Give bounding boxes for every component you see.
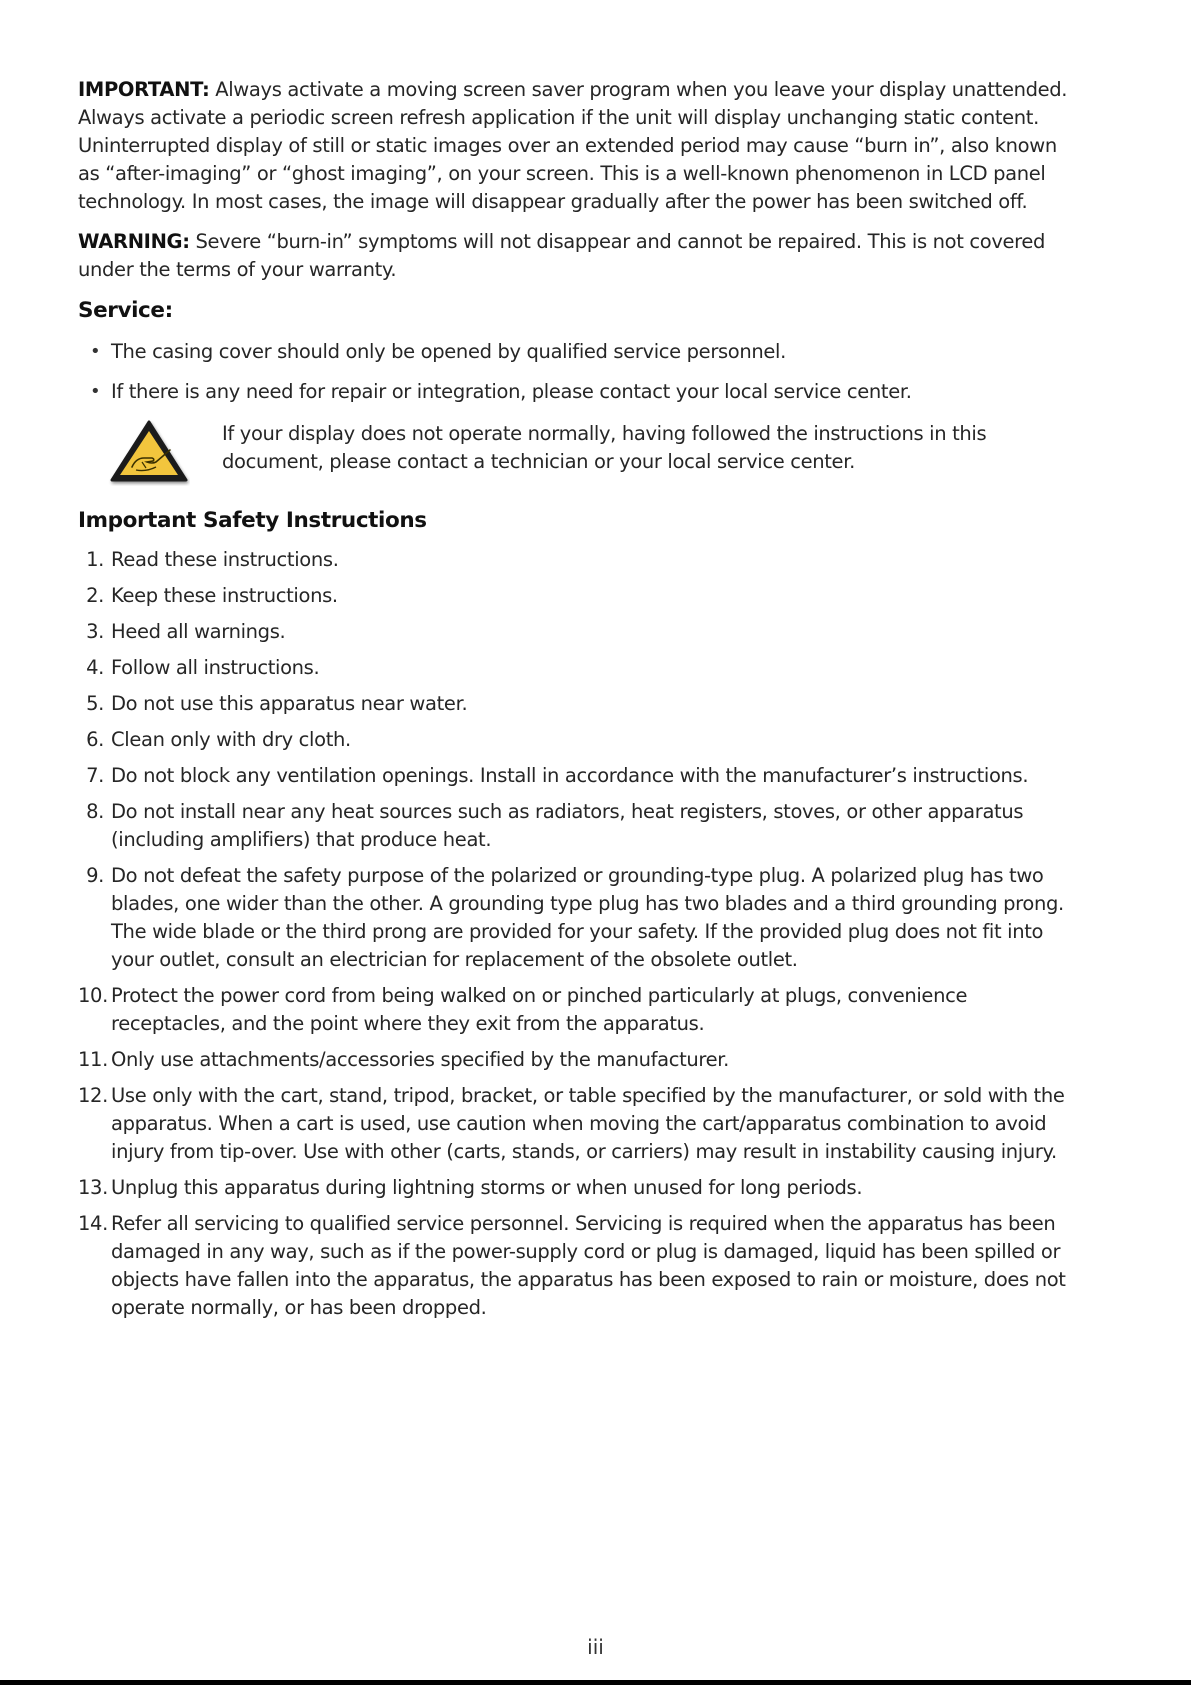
item-text: apparatus. When a cart is used, use caution when moving the cart/apparatus combination to avoid	[111, 1112, 1047, 1135]
item-number: 1.	[86, 548, 104, 571]
important-line-2: Always activate a periodic screen refresh application if the unit will display unchanging static content.	[78, 106, 1039, 129]
item-text: Protect the power cord from being walked on or pinched particularly at plugs, convenience	[111, 984, 968, 1007]
important-line-3: Uninterrupted display of still or static images over an extended period may cause “burn in”, also known	[78, 134, 1057, 157]
item-text: blades, one wider than the other. A grounding type plug has two blades and a third grounding prong.	[111, 892, 1064, 915]
important-line-1: IMPORTANT: Always activate a moving screen saver program when you leave your display unattended.	[78, 78, 1068, 101]
item-number: 9.	[86, 864, 104, 887]
item-text: Heed all warnings.	[111, 620, 286, 643]
service-note-line-1: If your display does not operate normally, having followed the instructions in this	[222, 422, 987, 445]
item-text: injury from tip-over. Use with other (carts, stands, or carriers) may result in instability causing injury.	[111, 1140, 1057, 1163]
bullet-icon: •	[90, 381, 101, 402]
item-text: receptacles, and the point where they exit from the apparatus.	[111, 1012, 705, 1035]
item-text: damaged in any way, such as if the power-supply cord or plug is damaged, liquid has been spilled or	[111, 1240, 1061, 1263]
item-number: 13.	[78, 1176, 108, 1199]
item-text: Read these instructions.	[111, 548, 339, 571]
item-text: The wide blade or the third prong are provided for your safety. If the provided plug does not fit into	[111, 920, 1044, 943]
warning-label: WARNING:	[78, 230, 190, 253]
item-number: 5.	[86, 692, 104, 715]
item-text: Clean only with dry cloth.	[111, 728, 351, 751]
item-text: Refer all servicing to qualified service personnel. Servicing is required when the apparatus has been	[111, 1212, 1056, 1235]
item-number: 4.	[86, 656, 104, 679]
item-number: 14.	[78, 1212, 108, 1235]
item-text: Do not use this apparatus near water.	[111, 692, 468, 715]
important-line-4: as “after-imaging” or “ghost imaging”, on your screen. This is a well-known phenomenon in LCD panel	[78, 162, 1046, 185]
service-heading: Service:	[78, 298, 173, 323]
item-text: your outlet, consult an electrician for replacement of the obsolete outlet.	[111, 948, 798, 971]
item-number: 3.	[86, 620, 104, 643]
item-text: objects have fallen into the apparatus, the apparatus has been exposed to rain or moisture, does not	[111, 1268, 1066, 1291]
item-number: 6.	[86, 728, 104, 751]
item-text: Use only with the cart, stand, tripod, bracket, or table specified by the manufacturer, or sold with the	[111, 1084, 1065, 1107]
item-text: Only use attachments/accessories specified by the manufacturer.	[111, 1048, 730, 1071]
item-number: 11.	[78, 1048, 108, 1071]
important-line-5: technology. In most cases, the image will disappear gradually after the power has been switched off.	[78, 190, 1028, 213]
service-bullet-1: The casing cover should only be opened by qualified service personnel.	[111, 340, 786, 363]
item-text: Follow all instructions.	[111, 656, 320, 679]
item-number: 8.	[86, 800, 104, 823]
item-number: 7.	[86, 764, 104, 787]
item-text: Keep these instructions.	[111, 584, 338, 607]
page-number: iii	[587, 1635, 604, 1659]
caution-hand-warning-icon	[108, 418, 190, 486]
warning-line-2: under the terms of your warranty.	[78, 258, 397, 281]
item-text: Do not block any ventilation openings. Install in accordance with the manufacturer’s instructions.	[111, 764, 1029, 787]
item-number: 12.	[78, 1084, 108, 1107]
item-text: Do not install near any heat sources such as radiators, heat registers, stoves, or other apparatus	[111, 800, 1024, 823]
item-text: Do not defeat the safety purpose of the polarized or grounding-type plug. A polarized plug has two	[111, 864, 1044, 887]
safety-heading: Important Safety Instructions	[78, 508, 427, 533]
item-number: 10.	[78, 984, 108, 1007]
bottom-border	[0, 1680, 1191, 1685]
item-text: operate normally, or has been dropped.	[111, 1296, 487, 1319]
warning-line-1: WARNING: Severe “burn-in” symptoms will not disappear and cannot be repaired. This is not covered	[78, 230, 1046, 253]
item-number: 2.	[86, 584, 104, 607]
item-text: Unplug this apparatus during lightning storms or when unused for long periods.	[111, 1176, 863, 1199]
item-text: (including amplifiers) that produce heat.	[111, 828, 492, 851]
service-bullet-2: If there is any need for repair or integration, please contact your local service center.	[111, 380, 912, 403]
bullet-icon: •	[90, 341, 101, 362]
important-label: IMPORTANT:	[78, 78, 210, 101]
service-note-line-2: document, please contact a technician or your local service center.	[222, 450, 855, 473]
